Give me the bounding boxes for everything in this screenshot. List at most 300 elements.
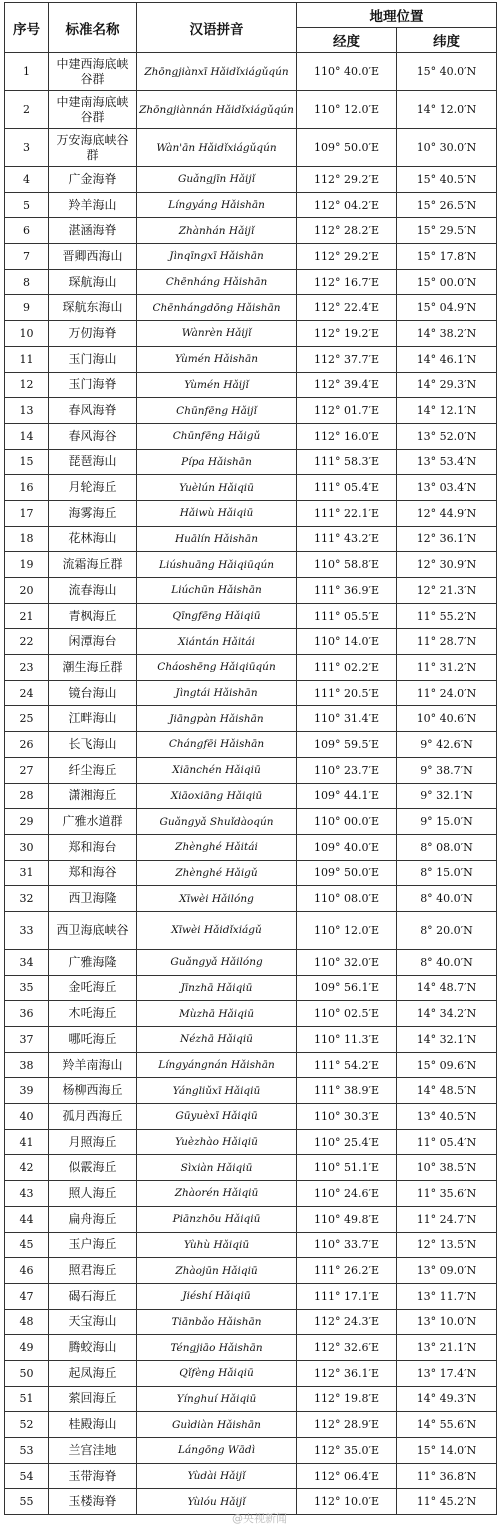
table-row xyxy=(5,655,497,681)
cell-latitude: 15° 14.0′N xyxy=(397,1438,497,1464)
table-row xyxy=(5,706,497,732)
cell-latitude: 15° 26.5′N xyxy=(397,192,497,218)
table-row xyxy=(5,757,497,783)
table-row xyxy=(5,1283,497,1309)
table-row xyxy=(5,603,497,629)
cell-name: 长飞海山 xyxy=(49,732,137,758)
cell-name: 兰宫洼地 xyxy=(49,1438,137,1464)
cell-longitude: 110° 25.4′E xyxy=(297,1129,397,1155)
table-row xyxy=(5,269,497,295)
cell-no: 21 xyxy=(5,603,49,629)
cell-pinyin: Chēnhángdōng Hǎishān xyxy=(137,295,297,321)
cell-name: 木吒海丘 xyxy=(49,1001,137,1027)
cell-pinyin: Zhōngjiànnán Hǎidǐxiágǔqún xyxy=(137,91,297,129)
cell-pinyin: Yùhù Hǎiqiū xyxy=(137,1232,297,1258)
cell-name: 桂殿海山 xyxy=(49,1412,137,1438)
cell-no: 51 xyxy=(5,1386,49,1412)
cell-pinyin: Xīwèi Hǎilóng xyxy=(137,886,297,912)
cell-name: 起凤海丘 xyxy=(49,1360,137,1386)
cell-no: 25 xyxy=(5,706,49,732)
cell-no: 9 xyxy=(5,295,49,321)
cell-pinyin: Mùzhā Hǎiqiū xyxy=(137,1001,297,1027)
cell-longitude: 109° 50.0′E xyxy=(297,860,397,886)
cell-name: 万安海底峡谷群 xyxy=(49,129,137,167)
table-row xyxy=(5,1386,497,1412)
cell-name: 似霰海丘 xyxy=(49,1155,137,1181)
cell-name: 潮生海丘群 xyxy=(49,655,137,681)
cell-no: 45 xyxy=(5,1232,49,1258)
cell-longitude: 112° 28.9′E xyxy=(297,1412,397,1438)
cell-longitude: 110° 33.7′E xyxy=(297,1232,397,1258)
cell-longitude: 110° 12.0′E xyxy=(297,91,397,129)
cell-pinyin: Nézhā Hǎiqiū xyxy=(137,1027,297,1053)
cell-longitude: 112° 39.4′E xyxy=(297,372,397,398)
cell-longitude: 110° 31.4′E xyxy=(297,706,397,732)
cell-no: 48 xyxy=(5,1309,49,1335)
cell-name: 哪吒海丘 xyxy=(49,1027,137,1053)
table-row xyxy=(5,732,497,758)
cell-pinyin: Lángōng Wādì xyxy=(137,1438,297,1464)
table-row xyxy=(5,1001,497,1027)
cell-longitude: 112° 37.7′E xyxy=(297,346,397,372)
cell-latitude: 9° 38.7′N xyxy=(397,757,497,783)
cell-no: 34 xyxy=(5,949,49,975)
cell-no: 16 xyxy=(5,475,49,501)
table-row xyxy=(5,860,497,886)
cell-name: 流霜海丘群 xyxy=(49,552,137,578)
cell-name: 郑和海谷 xyxy=(49,860,137,886)
cell-pinyin: Yùmén Hǎishān xyxy=(137,346,297,372)
cell-no: 17 xyxy=(5,500,49,526)
cell-longitude: 110° 40.0′E xyxy=(297,53,397,91)
cell-latitude: 10° 30.0′N xyxy=(397,129,497,167)
cell-no: 7 xyxy=(5,244,49,270)
cell-pinyin: Wàn'ān Hǎidǐxiágǔqún xyxy=(137,129,297,167)
cell-pinyin: Guǎngyǎ Shuǐdàoqún xyxy=(137,809,297,835)
cell-latitude: 8° 20.0′N xyxy=(397,911,497,949)
cell-latitude: 11° 36.8′N xyxy=(397,1463,497,1489)
cell-latitude: 13° 10.0′N xyxy=(397,1309,497,1335)
cell-pinyin: Zhàojūn Hǎiqiū xyxy=(137,1258,297,1284)
cell-longitude: 112° 35.0′E xyxy=(297,1438,397,1464)
cell-pinyin: Xīwèi Hǎidǐxiágǔ xyxy=(137,911,297,949)
cell-longitude: 109° 44.1′E xyxy=(297,783,397,809)
table-row xyxy=(5,578,497,604)
cell-no: 5 xyxy=(5,192,49,218)
cell-latitude: 14° 29.3′N xyxy=(397,372,497,398)
cell-no: 46 xyxy=(5,1258,49,1284)
cell-longitude: 112° 01.7′E xyxy=(297,398,397,424)
cell-latitude: 13° 17.4′N xyxy=(397,1360,497,1386)
cell-name: 玉门海山 xyxy=(49,346,137,372)
cell-latitude: 8° 40.0′N xyxy=(397,949,497,975)
cell-pinyin: Xiānchén Hǎiqiū xyxy=(137,757,297,783)
cell-longitude: 112° 28.2′E xyxy=(297,218,397,244)
cell-no: 10 xyxy=(5,321,49,347)
cell-name: 琛航东海山 xyxy=(49,295,137,321)
cell-latitude: 14° 34.2′N xyxy=(397,1001,497,1027)
cell-name: 羚羊南海山 xyxy=(49,1052,137,1078)
cell-longitude: 110° 00.0′E xyxy=(297,809,397,835)
cell-latitude: 13° 11.7′N xyxy=(397,1283,497,1309)
watermark: @央视新闻 xyxy=(232,1512,287,1525)
cell-longitude: 112° 19.8′E xyxy=(297,1386,397,1412)
cell-no: 22 xyxy=(5,629,49,655)
cell-pinyin: Gūyuèxī Hǎiqiū xyxy=(137,1104,297,1130)
cell-name: 中建南海底峡谷群 xyxy=(49,91,137,129)
cell-longitude: 110° 58.8′E xyxy=(297,552,397,578)
cell-longitude: 112° 36.1′E xyxy=(297,1360,397,1386)
cell-latitude: 15° 00.0′N xyxy=(397,269,497,295)
cell-no: 15 xyxy=(5,449,49,475)
cell-pinyin: Zhànhán Hǎijǐ xyxy=(137,218,297,244)
cell-longitude: 111° 38.9′E xyxy=(297,1078,397,1104)
cell-no: 54 xyxy=(5,1463,49,1489)
cell-name: 中建西海底峡谷群 xyxy=(49,53,137,91)
cell-latitude: 12° 44.9′N xyxy=(397,500,497,526)
table-row xyxy=(5,295,497,321)
cell-no: 29 xyxy=(5,809,49,835)
cell-name: 江畔海山 xyxy=(49,706,137,732)
cell-pinyin: Liúshuāng Hǎiqiūqún xyxy=(137,552,297,578)
cell-no: 53 xyxy=(5,1438,49,1464)
cell-name: 西卫海隆 xyxy=(49,886,137,912)
cell-longitude: 110° 12.0′E xyxy=(297,911,397,949)
cell-latitude: 13° 52.0′N xyxy=(397,423,497,449)
cell-no: 33 xyxy=(5,911,49,949)
cell-longitude: 109° 50.0′E xyxy=(297,129,397,167)
cell-pinyin: Zhènghé Hǎitái xyxy=(137,834,297,860)
cell-pinyin: Língyáng Hǎishān xyxy=(137,192,297,218)
cell-latitude: 10° 40.6′N xyxy=(397,706,497,732)
cell-latitude: 8° 08.0′N xyxy=(397,834,497,860)
cell-pinyin: Huālín Hǎishān xyxy=(137,526,297,552)
cell-pinyin: Jìngtái Hǎishān xyxy=(137,680,297,706)
cell-latitude: 13° 21.1′N xyxy=(397,1335,497,1361)
header-name: 标准名称 xyxy=(49,3,137,53)
cell-no: 39 xyxy=(5,1078,49,1104)
cell-latitude: 15° 40.0′N xyxy=(397,53,497,91)
cell-pinyin: Yuèlún Hǎiqiū xyxy=(137,475,297,501)
table-row xyxy=(5,1335,497,1361)
cell-no: 14 xyxy=(5,423,49,449)
cell-latitude: 14° 49.3′N xyxy=(397,1386,497,1412)
cell-name: 碣石海丘 xyxy=(49,1283,137,1309)
cell-no: 2 xyxy=(5,91,49,129)
cell-longitude: 112° 29.2′E xyxy=(297,167,397,193)
cell-pinyin: Guǎngjīn Hǎijǐ xyxy=(137,167,297,193)
table-row xyxy=(5,680,497,706)
cell-no: 20 xyxy=(5,578,49,604)
cell-latitude: 14° 12.1′N xyxy=(397,398,497,424)
table-row xyxy=(5,192,497,218)
cell-longitude: 111° 43.2′E xyxy=(297,526,397,552)
cell-no: 28 xyxy=(5,783,49,809)
cell-latitude: 15° 04.9′N xyxy=(397,295,497,321)
cell-longitude: 109° 40.0′E xyxy=(297,834,397,860)
header-latitude: 纬度 xyxy=(397,28,497,53)
cell-latitude: 13° 03.4′N xyxy=(397,475,497,501)
cell-pinyin: Xiántán Hǎitái xyxy=(137,629,297,655)
cell-latitude: 14° 48.7′N xyxy=(397,975,497,1001)
cell-pinyin: Chángfēi Hǎishān xyxy=(137,732,297,758)
table-row xyxy=(5,949,497,975)
table-body xyxy=(5,53,497,1515)
cell-name: 青枫海丘 xyxy=(49,603,137,629)
cell-pinyin: Pípa Hǎishān xyxy=(137,449,297,475)
cell-no: 47 xyxy=(5,1283,49,1309)
cell-no: 50 xyxy=(5,1360,49,1386)
cell-pinyin: Qǐfèng Hǎiqiū xyxy=(137,1360,297,1386)
table-row xyxy=(5,834,497,860)
cell-no: 27 xyxy=(5,757,49,783)
cell-no: 43 xyxy=(5,1181,49,1207)
table-row xyxy=(5,1206,497,1232)
cell-no: 40 xyxy=(5,1104,49,1130)
table-row xyxy=(5,91,497,129)
cell-latitude: 14° 55.6′N xyxy=(397,1412,497,1438)
cell-no: 38 xyxy=(5,1052,49,1078)
cell-pinyin: Zhōngjiànxī Hǎidǐxiágǔqún xyxy=(137,53,297,91)
cell-longitude: 112° 32.6′E xyxy=(297,1335,397,1361)
header-pinyin: 汉语拼音 xyxy=(137,3,297,53)
cell-longitude: 110° 51.1′E xyxy=(297,1155,397,1181)
table-row xyxy=(5,53,497,91)
cell-pinyin: Cháoshēng Hǎiqiūqún xyxy=(137,655,297,681)
table-row xyxy=(5,346,497,372)
cell-latitude: 13° 53.4′N xyxy=(397,449,497,475)
cell-longitude: 112° 22.4′E xyxy=(297,295,397,321)
cell-name: 郑和海台 xyxy=(49,834,137,860)
cell-name: 广金海脊 xyxy=(49,167,137,193)
cell-latitude: 8° 15.0′N xyxy=(397,860,497,886)
cell-pinyin: Yùlóu Hǎijǐ xyxy=(137,1489,297,1515)
table-row xyxy=(5,423,497,449)
cell-latitude: 15° 17.8′N xyxy=(397,244,497,270)
table-row xyxy=(5,1181,497,1207)
cell-longitude: 112° 29.2′E xyxy=(297,244,397,270)
table-row xyxy=(5,1360,497,1386)
table-row xyxy=(5,1412,497,1438)
cell-longitude: 110° 14.0′E xyxy=(297,629,397,655)
cell-longitude: 109° 56.1′E xyxy=(297,975,397,1001)
table-row xyxy=(5,629,497,655)
geographic-names-table xyxy=(4,2,497,1515)
cell-name: 玉门海脊 xyxy=(49,372,137,398)
cell-longitude: 111° 26.2′E xyxy=(297,1258,397,1284)
table-row xyxy=(5,167,497,193)
table-row xyxy=(5,1232,497,1258)
cell-pinyin: Guìdiàn Hǎishān xyxy=(137,1412,297,1438)
table-row xyxy=(5,911,497,949)
table-row xyxy=(5,1104,497,1130)
cell-name: 玉户海丘 xyxy=(49,1232,137,1258)
cell-no: 1 xyxy=(5,53,49,91)
cell-longitude: 110° 24.6′E xyxy=(297,1181,397,1207)
table-row xyxy=(5,1129,497,1155)
cell-latitude: 13° 40.5′N xyxy=(397,1104,497,1130)
cell-latitude: 11° 24.0′N xyxy=(397,680,497,706)
cell-latitude: 9° 15.0′N xyxy=(397,809,497,835)
cell-no: 11 xyxy=(5,346,49,372)
table-row xyxy=(5,449,497,475)
cell-name: 潇湘海丘 xyxy=(49,783,137,809)
cell-name: 琵琶海山 xyxy=(49,449,137,475)
cell-latitude: 9° 42.6′N xyxy=(397,732,497,758)
cell-longitude: 111° 36.9′E xyxy=(297,578,397,604)
table-row xyxy=(5,1463,497,1489)
table-row xyxy=(5,1155,497,1181)
cell-longitude: 111° 17.1′E xyxy=(297,1283,397,1309)
table-row xyxy=(5,321,497,347)
cell-no: 23 xyxy=(5,655,49,681)
cell-latitude: 14° 12.0′N xyxy=(397,91,497,129)
cell-pinyin: Xiāoxiāng Hǎiqiū xyxy=(137,783,297,809)
cell-name: 湛涵海脊 xyxy=(49,218,137,244)
table-row xyxy=(5,1052,497,1078)
cell-pinyin: Chūnfēng Hǎijǐ xyxy=(137,398,297,424)
cell-no: 37 xyxy=(5,1027,49,1053)
cell-latitude: 11° 05.4′N xyxy=(397,1129,497,1155)
header-longitude: 经度 xyxy=(297,28,397,53)
cell-pinyin: Língyángnán Hǎishān xyxy=(137,1052,297,1078)
cell-longitude: 112° 19.2′E xyxy=(297,321,397,347)
cell-no: 49 xyxy=(5,1335,49,1361)
cell-no: 52 xyxy=(5,1412,49,1438)
cell-pinyin: Yùdài Hǎijǐ xyxy=(137,1463,297,1489)
table-row xyxy=(5,500,497,526)
cell-no: 32 xyxy=(5,886,49,912)
cell-name: 流春海山 xyxy=(49,578,137,604)
cell-name: 广雅海隆 xyxy=(49,949,137,975)
cell-no: 42 xyxy=(5,1155,49,1181)
cell-name: 腾蛟海山 xyxy=(49,1335,137,1361)
cell-longitude: 109° 59.5′E xyxy=(297,732,397,758)
table-row xyxy=(5,1438,497,1464)
cell-pinyin: Jiéshí Hǎiqiū xyxy=(137,1283,297,1309)
cell-longitude: 110° 32.0′E xyxy=(297,949,397,975)
cell-latitude: 11° 35.6′N xyxy=(397,1181,497,1207)
cell-pinyin: Wànrèn Hǎijǐ xyxy=(137,321,297,347)
cell-name: 扁舟海丘 xyxy=(49,1206,137,1232)
cell-name: 晋卿西海山 xyxy=(49,244,137,270)
cell-name: 玉带海脊 xyxy=(49,1463,137,1489)
cell-name: 纤尘海丘 xyxy=(49,757,137,783)
cell-longitude: 110° 02.5′E xyxy=(297,1001,397,1027)
cell-longitude: 112° 04.2′E xyxy=(297,192,397,218)
cell-pinyin: Guǎngyǎ Hǎilóng xyxy=(137,949,297,975)
table-row xyxy=(5,552,497,578)
cell-no: 30 xyxy=(5,834,49,860)
cell-name: 萦回海丘 xyxy=(49,1386,137,1412)
cell-name: 玉楼海脊 xyxy=(49,1489,137,1515)
cell-no: 12 xyxy=(5,372,49,398)
cell-no: 6 xyxy=(5,218,49,244)
cell-name: 广雅水道群 xyxy=(49,809,137,835)
header-location: 地理位置 xyxy=(297,3,497,28)
cell-latitude: 8° 40.0′N xyxy=(397,886,497,912)
table-row xyxy=(5,218,497,244)
cell-name: 金吒海丘 xyxy=(49,975,137,1001)
table-row xyxy=(5,398,497,424)
cell-name: 照人海丘 xyxy=(49,1181,137,1207)
cell-no: 55 xyxy=(5,1489,49,1515)
cell-longitude: 110° 49.8′E xyxy=(297,1206,397,1232)
cell-longitude: 112° 16.7′E xyxy=(297,269,397,295)
cell-no: 26 xyxy=(5,732,49,758)
cell-name: 月轮海丘 xyxy=(49,475,137,501)
cell-no: 31 xyxy=(5,860,49,886)
cell-latitude: 11° 24.7′N xyxy=(397,1206,497,1232)
cell-name: 花林海山 xyxy=(49,526,137,552)
cell-name: 万仞海脊 xyxy=(49,321,137,347)
cell-name: 羚羊海山 xyxy=(49,192,137,218)
cell-pinyin: Chēnháng Hǎishān xyxy=(137,269,297,295)
table-row xyxy=(5,1258,497,1284)
cell-pinyin: Jīnzhā Hǎiqiū xyxy=(137,975,297,1001)
cell-latitude: 10° 38.5′N xyxy=(397,1155,497,1181)
cell-longitude: 110° 23.7′E xyxy=(297,757,397,783)
cell-pinyin: Jìnqīngxī Hǎishān xyxy=(137,244,297,270)
cell-pinyin: Yángliǔxī Hǎiqiū xyxy=(137,1078,297,1104)
cell-latitude: 15° 29.5′N xyxy=(397,218,497,244)
table-row xyxy=(5,372,497,398)
cell-name: 琛航海山 xyxy=(49,269,137,295)
cell-no: 44 xyxy=(5,1206,49,1232)
cell-longitude: 111° 58.3′E xyxy=(297,449,397,475)
table-row xyxy=(5,526,497,552)
cell-latitude: 11° 31.2′N xyxy=(397,655,497,681)
cell-no: 3 xyxy=(5,129,49,167)
cell-pinyin: Zhàorén Hǎiqiū xyxy=(137,1181,297,1207)
cell-longitude: 112° 10.0′E xyxy=(297,1489,397,1515)
cell-pinyin: Qīngfēng Hǎiqiū xyxy=(137,603,297,629)
cell-latitude: 14° 32.1′N xyxy=(397,1027,497,1053)
cell-pinyin: Jiāngpàn Hǎishān xyxy=(137,706,297,732)
cell-latitude: 12° 21.3′N xyxy=(397,578,497,604)
cell-longitude: 111° 05.5′E xyxy=(297,603,397,629)
cell-pinyin: Hǎiwù Hǎiqiū xyxy=(137,500,297,526)
cell-longitude: 111° 02.2′E xyxy=(297,655,397,681)
cell-longitude: 111° 05.4′E xyxy=(297,475,397,501)
cell-pinyin: Yínghuí Hǎiqiū xyxy=(137,1386,297,1412)
cell-latitude: 15° 40.5′N xyxy=(397,167,497,193)
table-row xyxy=(5,1078,497,1104)
cell-name: 海雾海丘 xyxy=(49,500,137,526)
cell-latitude: 11° 45.2′N xyxy=(397,1489,497,1515)
cell-name: 天宝海山 xyxy=(49,1309,137,1335)
cell-latitude: 14° 38.2′N xyxy=(397,321,497,347)
table-row xyxy=(5,975,497,1001)
cell-pinyin: Tiānbǎo Hǎishān xyxy=(137,1309,297,1335)
cell-longitude: 110° 30.3′E xyxy=(297,1104,397,1130)
cell-name: 孤月西海丘 xyxy=(49,1104,137,1130)
cell-name: 月照海丘 xyxy=(49,1129,137,1155)
cell-no: 8 xyxy=(5,269,49,295)
cell-no: 35 xyxy=(5,975,49,1001)
cell-latitude: 12° 13.5′N xyxy=(397,1232,497,1258)
cell-pinyin: Yuèzhào Hǎiqiū xyxy=(137,1129,297,1155)
cell-name: 闲潭海台 xyxy=(49,629,137,655)
cell-latitude: 9° 32.1′N xyxy=(397,783,497,809)
cell-name: 西卫海底峡谷 xyxy=(49,911,137,949)
cell-pinyin: Zhènghé Hǎigǔ xyxy=(137,860,297,886)
cell-latitude: 12° 30.9′N xyxy=(397,552,497,578)
table-row xyxy=(5,1027,497,1053)
cell-longitude: 111° 20.5′E xyxy=(297,680,397,706)
cell-no: 36 xyxy=(5,1001,49,1027)
cell-no: 4 xyxy=(5,167,49,193)
